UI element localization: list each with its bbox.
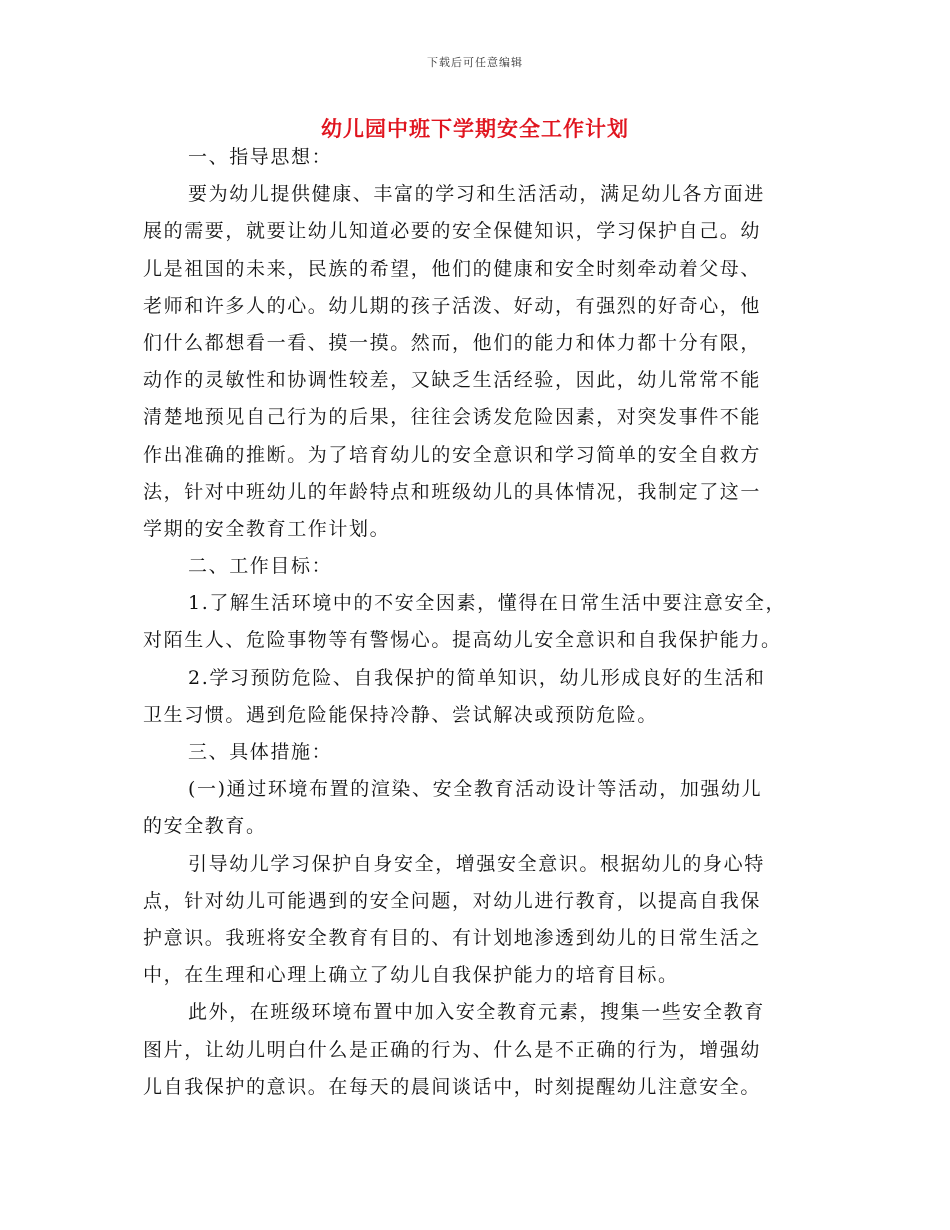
text-line: 要为幼儿提供健康、丰富的学习和生活活动，满足幼儿各方面进 [188,183,765,206]
text-line: 对陌生人、危险事物等有警惕心。提高幼儿安全意识和自我保护能力。 [143,629,782,652]
text-line: 1.了解生活环境中的不安全因素，懂得在日常生活中要注意安全， [188,592,787,615]
text-line: 此外，在班级环境布置中加入安全教育元素，搜集一些安全教育 [188,1001,765,1024]
document-title: 幼儿园中班下学期安全工作计划 [321,116,629,141]
text-line: 清楚地预见自己行为的后果，往往会诱发危险因素，对突发事件不能 [143,406,762,429]
text-line: (一)通过环境布置的渲染、安全教育活动设计等活动，加强幼儿 [188,778,763,801]
text-line: 图片，让幼儿明白什么是正确的行为、什么是不正确的行为，增强幼 [143,1038,762,1061]
text-line: 儿是祖国的未来，民族的希望，他们的健康和安全时刻牵动着父母、 [143,257,762,280]
text-line: 的安全教育。 [143,815,267,838]
text-line: 学期的安全教育工作计划。 [143,517,391,540]
text-line: 法，针对中班幼儿的年龄特点和班级幼儿的具体情况，我制定了这一 [143,480,762,503]
text-line: 点，针对幼儿可能遇到的安全问题，对幼儿进行教育，以提高自我保 [143,889,762,912]
text-line: 展的需要，就要让幼儿知道必要的安全保健知识，学习保护自己。幼 [143,220,762,243]
text-line: 引导幼儿学习保护自身安全，增强安全意识。根据幼儿的身心特 [188,852,765,875]
text-line: 二、工作目标： [188,555,333,578]
text-line: 老师和许多人的心。幼儿期的孩子活泼、好动，有强烈的好奇心，他 [143,294,762,317]
text-line: 卫生习惯。遇到危险能保持冷静、尝试解决或预防危险。 [143,703,659,726]
text-line: 动作的灵敏性和协调性较差，又缺乏生活经验，因此，幼儿常常不能 [143,369,762,392]
text-line: 2.学习预防危险、自我保护的简单知识，幼儿形成良好的生活和 [188,666,766,689]
text-line: 一、指导思想： [188,146,333,168]
text-line: 护意识。我班将安全教育有目的、有计划地渗透到幼儿的日常生活之 [143,926,762,949]
page-header-note: 下载后可任意编辑 [427,56,523,69]
text-line: 作出准确的推断。为了培育幼儿的安全意识和学习简单的安全自救方 [143,443,762,466]
document-body [143,139,808,1106]
text-line: 中，在生理和心理上确立了幼儿自我保护能力的培育目标。 [143,964,679,987]
text-line: 儿自我保护的意识。在每天的晨间谈话中，时刻提醒幼儿注意安全。 [143,1075,762,1098]
text-line: 三、具体措施： [188,741,333,763]
text-line: 们什么都想看一看、摸一摸。然而，他们的能力和体力都十分有限， [143,331,762,354]
